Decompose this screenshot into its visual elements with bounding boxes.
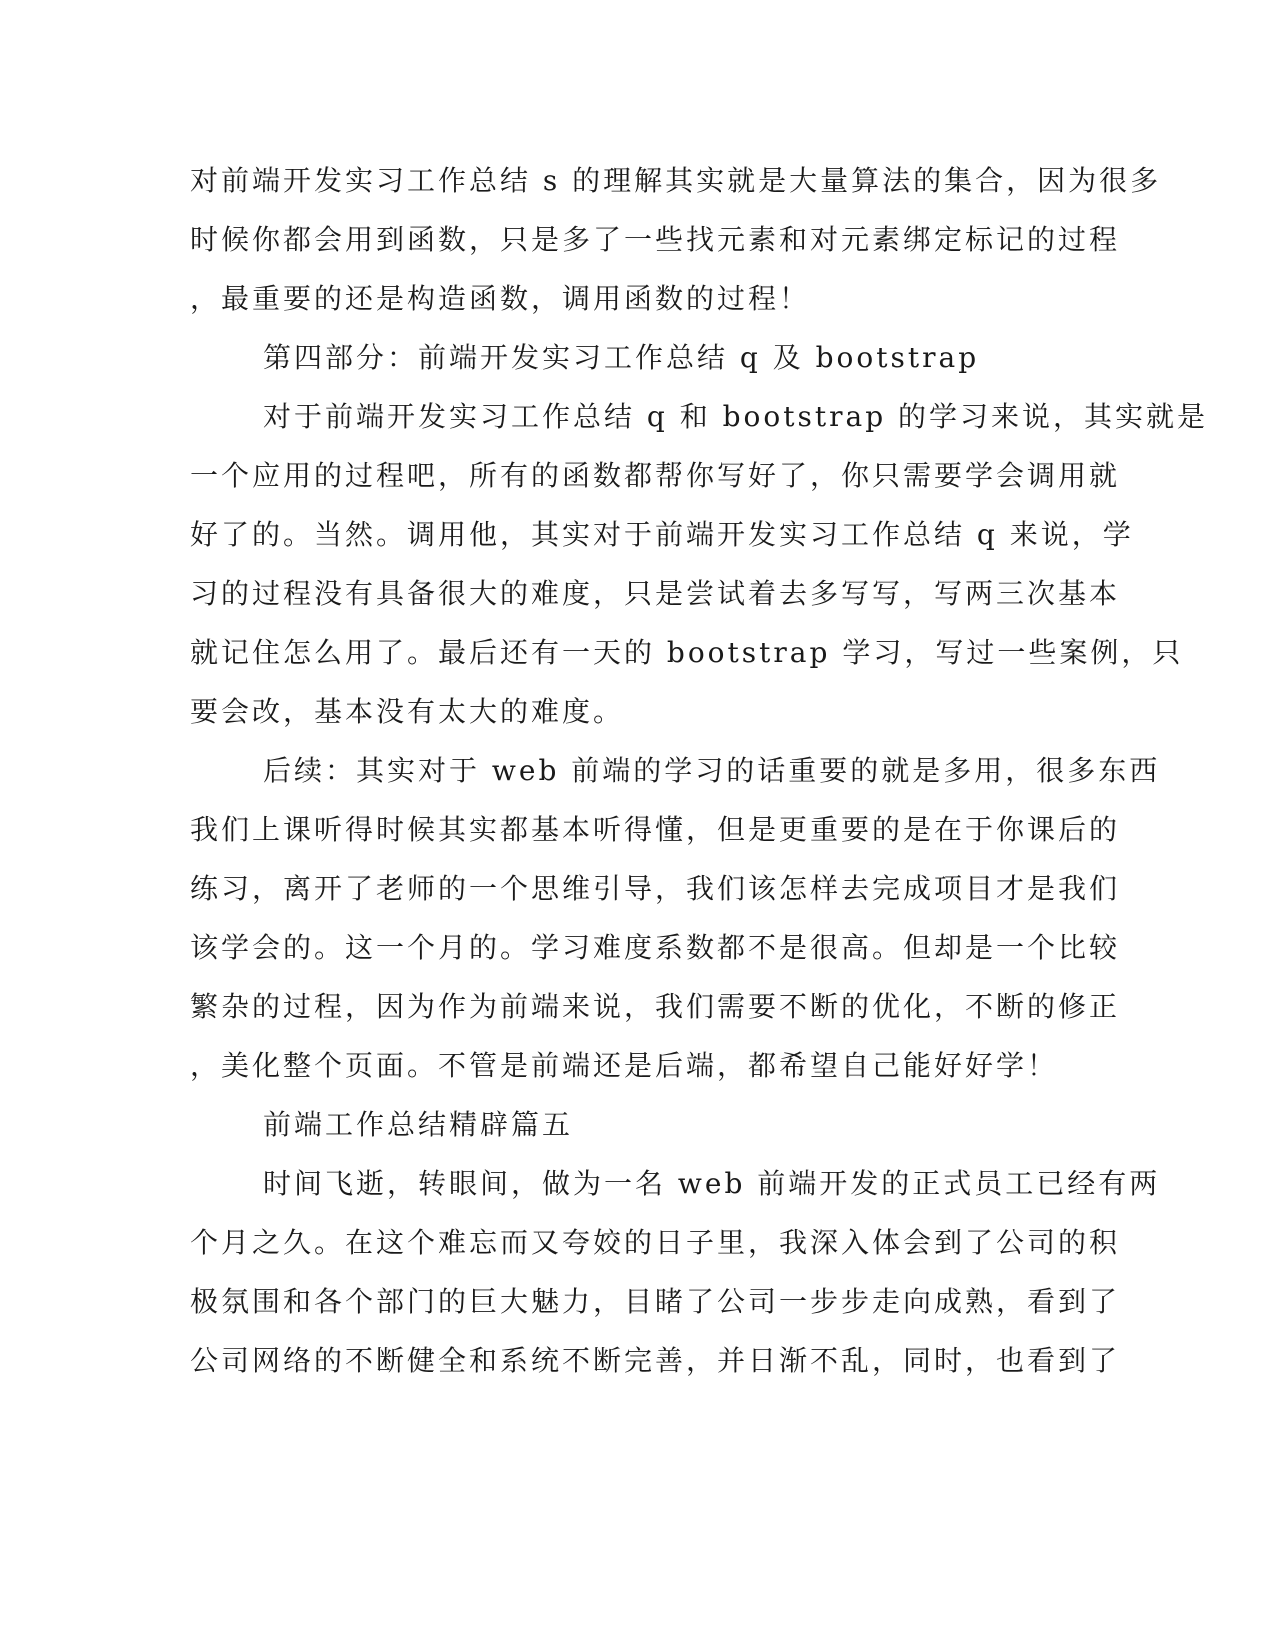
text-line: 好了的。当然。调用他，其实对于前端开发实习工作总结 q 来说，学 [190, 518, 1134, 551]
text-line: 对于前端开发实习工作总结 q 和 bootstrap 的学习来说，其实就是 [263, 400, 1209, 433]
text-line: 练习，离开了老师的一个思维引导，我们该怎样去完成项目才是我们 [190, 872, 1121, 905]
text-line: 时间飞逝，转眼间，做为一名 web 前端开发的正式员工已经有两 [263, 1167, 1161, 1200]
text-line: 我们上课听得时候其实都基本听得懂，但是更重要的是在于你课后的 [190, 813, 1121, 846]
section-heading: 第四部分：前端开发实习工作总结 q 及 bootstrap [263, 341, 980, 374]
text-line: 公司网络的不断健全和系统不断完善，并日渐不乱，同时，也看到了 [190, 1344, 1121, 1377]
text-line: 后续：其实对于 web 前端的学习的话重要的就是多用，很多东西 [263, 754, 1161, 787]
text-line: 极氛围和各个部门的巨大魅力，目睹了公司一步步走向成熟，看到了 [190, 1285, 1121, 1318]
text-line: 个月之久。在这个难忘而又夸姣的日子里，我深入体会到了公司的积 [190, 1226, 1121, 1259]
text-line: 习的过程没有具备很大的难度，只是尝试着去多写写，写两三次基本 [190, 577, 1121, 610]
text-line: 该学会的。这一个月的。学习难度系数都不是很高。但却是一个比较 [190, 931, 1121, 964]
text-line: 要会改，基本没有太大的难度。 [190, 695, 625, 728]
text-line: 繁杂的过程，因为作为前端来说，我们需要不断的优化，不断的修正 [190, 990, 1121, 1023]
text-line: 时候你都会用到函数，只是多了一些找元素和对元素绑定标记的过程 [190, 223, 1121, 256]
text-line: ，美化整个页面。不管是前端还是后端，都希望自己能好好学！ [190, 1049, 1059, 1082]
text-line: 就记住怎么用了。最后还有一天的 bootstrap 学习，写过一些案例，只 [190, 636, 1184, 669]
text-line: ，最重要的还是构造函数，调用函数的过程！ [190, 282, 811, 315]
text-line: 一个应用的过程吧，所有的函数都帮你写好了，你只需要学会调用就 [190, 459, 1121, 492]
section-heading: 前端工作总结精辟篇五 [263, 1108, 574, 1141]
text-line: 对前端开发实习工作总结 s 的理解其实就是大量算法的集合，因为很多 [190, 164, 1162, 197]
